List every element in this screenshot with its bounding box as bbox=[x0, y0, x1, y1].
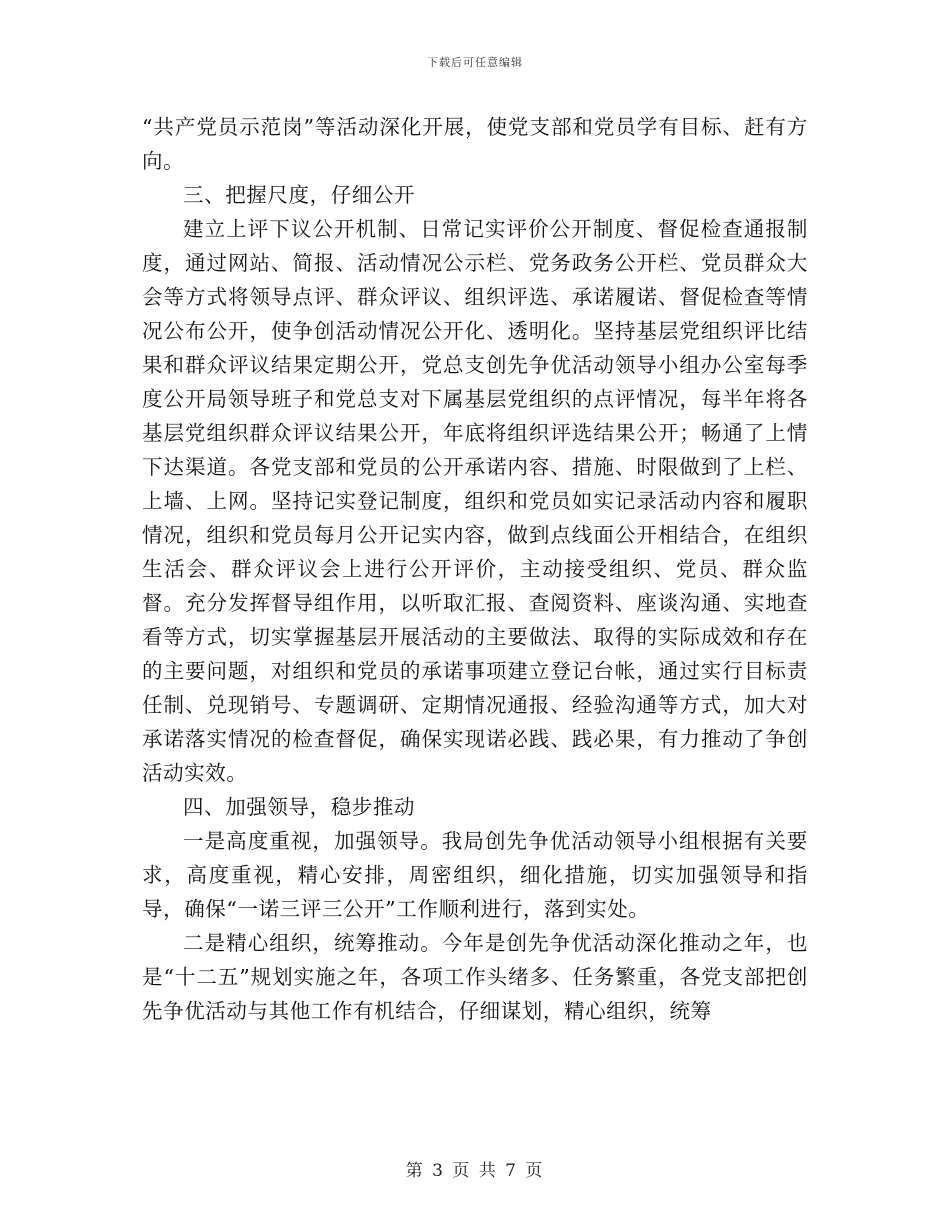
paragraph-disclosure: 建立上评下议公开机制、日常记实评价公开制度、督促检查通报制度，通过网站、简报、活动情况公示栏、党务政务公开栏、党员群众大会等方式将领导点评、群众评议、组织评选、承诺履诺、督促检查等情况公布公开，使争创活动情况公开化、透明化。坚持基层党组织评比结果和群众评议结果定期公开，党总支创先争优活动领导小组办公室每季度公开局领导班子和党总支对下属基层党组织的点评情况，每半年将各基层党组织群众评议结果公开，年底将组织评选结果公开；畅通了上情下达渠道。各党支部和党员的公开承诺内容、措施、时限做到了上栏、上墙、上网。坚持记实登记制度，组织和党员如实记录活动内容和履职情况，组织和党员每月公开记实内容，做到点线面公开相结合，在组织生活会、群众评议会上进行公开评价，主动接受组织、党员、群众监督。充分发挥督导组作用，以听取汇报、查阅资料、座谈沟通、实地查看等方式，切实掌握基层开展活动的主要做法、取得的实际成效和存在的主要问题，对组织和党员的承诺事项建立登记台帐，通过实行目标责任制、兑现销号、专题调研、定期情况通报、经验沟通等方式，加大对承诺落实情况的检查督促，确保实现诺必践、践必果，有力推动了争创活动实效。 bbox=[142, 217, 808, 785]
section-heading-4: 四、加强领导，稳步推动 bbox=[183, 795, 416, 819]
paragraph-leadership: 一是高度重视，加强领导。我局创先争优活动领导小组根据有关要求，高度重视，精心安排，周密组织，细化措施，切实加强领导和指导，确保“一诺三评三公开”工作顺利进行，落到实处。 bbox=[142, 829, 808, 921]
paragraph-organization: 二是精心组织，统筹推动。今年是创先争优活动深化推动之年，也是“十二五”规划实施之年，各项工作头绪多、任务繁重，各党支部把创先争优活动与其他工作有机结合，仔细谋划，精心组织，统筹 bbox=[142, 931, 808, 1023]
page-number: 第 3 页 共 7 页 bbox=[405, 1161, 545, 1181]
paragraph-continuation: “共产党员示范岗”等活动深化开展，使党支部和党员学有目标、赶有方向。 bbox=[142, 115, 808, 173]
document-body bbox=[142, 110, 808, 1028]
section-heading-3: 三、把握尺度，仔细公开 bbox=[183, 183, 416, 207]
page-header-note: 下载后可任意编辑 bbox=[427, 56, 523, 69]
